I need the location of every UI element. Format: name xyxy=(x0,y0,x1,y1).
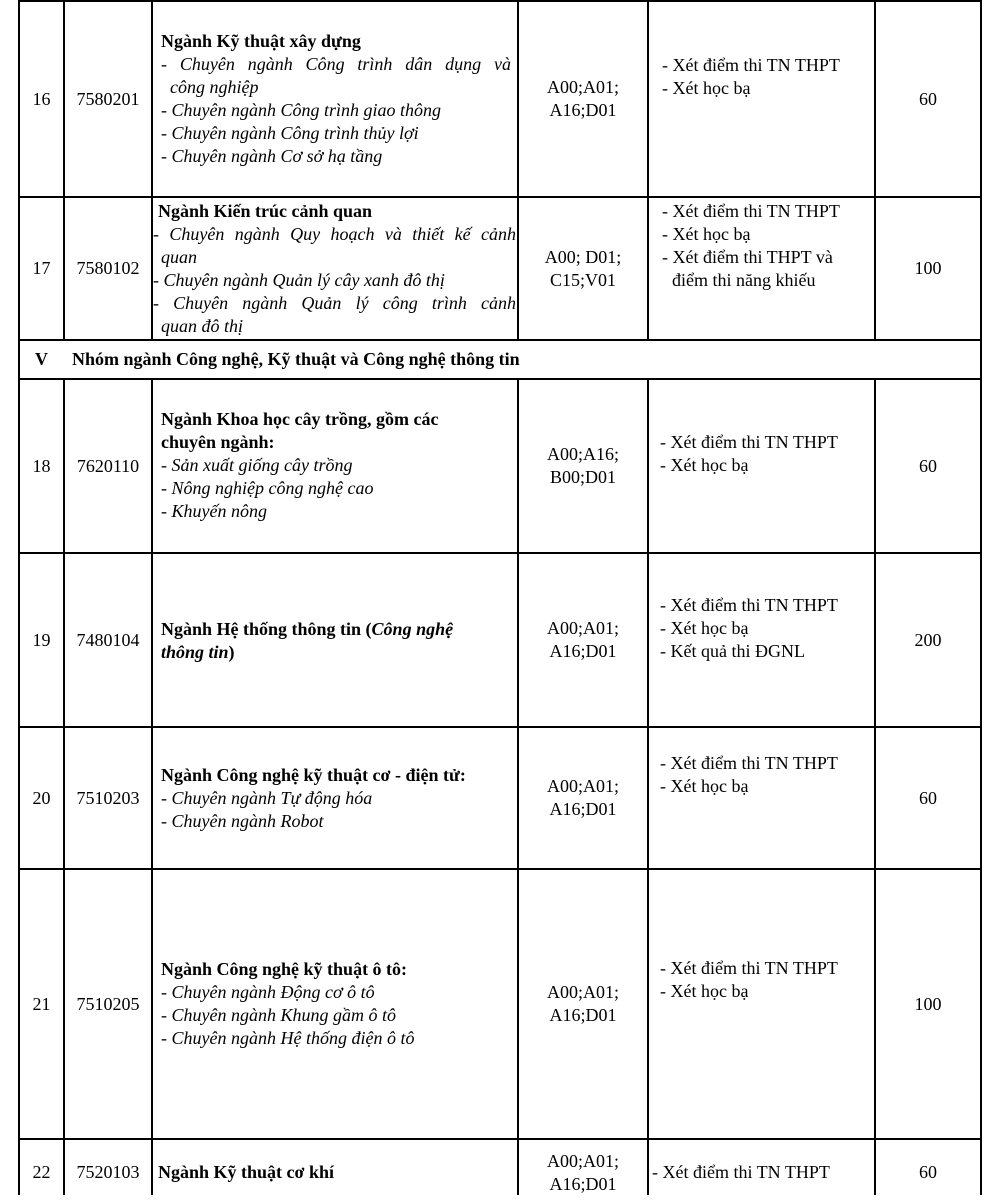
method-item: - Xét điểm thi TN THPT xyxy=(660,958,838,978)
specialization-item: - Chuyên ngành Cơ sở hạ tầng xyxy=(161,146,383,166)
major-title: thông tin) xyxy=(161,642,235,662)
method-item: - Xét điểm thi TN THPT xyxy=(660,595,838,615)
specialization-item: - Chuyên ngành Công trình giao thông xyxy=(161,100,441,120)
combo-line: A00;A01; xyxy=(547,1151,619,1171)
group-title: Nhóm ngành Công nghệ, Kỹ thuật và Công nghệ thông tin xyxy=(72,349,520,369)
subject-combination xyxy=(519,554,647,726)
row-number: 20 xyxy=(32,787,51,808)
major-title: Ngành Kỹ thuật xây dựng xyxy=(161,31,361,51)
subject-combination xyxy=(519,728,647,868)
combo-line: A16;D01 xyxy=(549,100,617,120)
method-item: - Xét điểm thi THPT và xyxy=(662,247,833,267)
specialization-item: quan xyxy=(161,247,197,267)
combo-line: B00;D01 xyxy=(549,467,616,487)
quota-cell xyxy=(876,1140,980,1204)
table-border xyxy=(18,552,982,554)
table-row xyxy=(20,728,63,868)
major-description xyxy=(161,764,511,833)
specialization-item: - Khuyến nông xyxy=(161,501,267,521)
quota-value: 100 xyxy=(914,258,942,278)
method-item: - Xét điểm thi TN THPT xyxy=(652,1161,830,1182)
method-item: - Xét học bạ xyxy=(662,78,751,98)
method-item: - Xét học bạ xyxy=(660,455,749,475)
method-item: - Xét học bạ xyxy=(660,618,749,638)
specialization-item: quan đô thị xyxy=(161,316,244,336)
quota-cell xyxy=(876,728,980,868)
table-row xyxy=(20,1140,63,1204)
method-item: điểm thi năng khiếu xyxy=(672,270,816,290)
major-description xyxy=(161,618,511,664)
major-description xyxy=(161,30,511,168)
table-border xyxy=(647,0,649,341)
table-border xyxy=(18,196,982,198)
row-code-cell xyxy=(65,380,151,552)
specialization-item: - Chuyên ngành Quy hoạch và thiết kế cảnh xyxy=(153,224,516,244)
table-border xyxy=(18,378,982,380)
quota-value: 60 xyxy=(919,1161,937,1182)
combo-line: A00;A01; xyxy=(547,776,619,796)
major-title: chuyên ngành: xyxy=(161,432,275,452)
specialization-item: - Chuyên ngành Quản lý cây xanh đô thị xyxy=(153,270,445,290)
table-border xyxy=(18,726,982,728)
row-code-cell xyxy=(65,2,151,196)
admission-methods xyxy=(660,594,870,663)
method-item: - Xét học bạ xyxy=(660,776,749,796)
table-border xyxy=(18,868,982,870)
combo-line: A16;D01 xyxy=(549,1005,617,1025)
major-title: Ngành Hệ thống thông tin (Công nghệ xyxy=(161,619,454,639)
quota-value: 60 xyxy=(919,787,937,808)
row-code-cell xyxy=(65,198,151,339)
quota-cell xyxy=(876,380,980,552)
combo-line: A00; D01; xyxy=(544,246,622,267)
quota-cell xyxy=(876,198,980,339)
row-code-cell xyxy=(65,728,151,868)
major-title: Ngành Công nghệ kỹ thuật ô tô: xyxy=(161,959,408,979)
combo-line: A00;A01; xyxy=(547,982,619,1002)
row-number: 17 xyxy=(32,258,51,278)
row-code-cell xyxy=(65,554,151,726)
major-code: 7510203 xyxy=(76,787,140,808)
method-item: - Kết quả thi ĐGNL xyxy=(660,641,805,661)
specialization-item: - Sản xuất giống cây trồng xyxy=(161,455,353,475)
quota-value: 60 xyxy=(919,88,937,109)
row-code-cell xyxy=(65,1140,151,1204)
admission-methods xyxy=(662,54,872,100)
quota-value: 60 xyxy=(919,455,937,476)
specialization-item: - Chuyên ngành Công trình thủy lợi xyxy=(161,123,419,143)
quota-cell xyxy=(876,554,980,726)
subject-combination xyxy=(519,380,647,552)
specialization-item: - Chuyên ngành Tự động hóa xyxy=(161,788,373,808)
table-row xyxy=(20,554,63,726)
specialization-item: - Chuyên ngành Động cơ ô tô xyxy=(161,982,375,1002)
major-description xyxy=(158,1140,513,1204)
major-description xyxy=(161,408,511,523)
row-code-cell xyxy=(65,870,151,1138)
combo-line: A16;D01 xyxy=(549,641,617,661)
major-code: 7520103 xyxy=(76,1161,140,1182)
method-item: - Xét điểm thi TN THPT xyxy=(660,432,838,452)
table-border xyxy=(151,379,153,1195)
quota-cell xyxy=(876,870,980,1138)
method-item: - Xét điểm thi TN THPT xyxy=(660,753,838,773)
major-description xyxy=(161,958,511,1050)
major-code: 7580201 xyxy=(76,88,140,109)
admission-methods xyxy=(660,431,870,477)
row-number: 18 xyxy=(32,455,51,476)
major-title: Ngành Kiến trúc cảnh quan xyxy=(158,201,373,221)
admission-methods xyxy=(662,200,872,292)
subject-combination xyxy=(519,198,647,339)
table-row xyxy=(20,2,63,196)
method-item: - Xét học bạ xyxy=(660,981,749,1001)
combo-line: A16;D01 xyxy=(549,799,617,819)
method-item: - Xét học bạ xyxy=(662,224,751,244)
major-description xyxy=(153,200,516,338)
admission-methods xyxy=(660,752,870,798)
specialization-item: - Chuyên ngành Công trình dân dụng và xyxy=(161,54,511,74)
subject-combination xyxy=(519,870,647,1138)
admission-methods xyxy=(660,957,870,1003)
row-number: 21 xyxy=(32,993,51,1014)
row-number: 22 xyxy=(32,1161,51,1182)
table-border xyxy=(647,379,649,1195)
major-code: 7480104 xyxy=(76,629,140,650)
quota-value: 200 xyxy=(914,629,942,650)
specialization-item: - Chuyên ngành Hệ thống điện ô tô xyxy=(161,1028,415,1048)
quota-value: 100 xyxy=(914,993,942,1014)
combo-line: C15;V01 xyxy=(549,269,616,290)
combo-line: A00;A16; xyxy=(547,444,619,464)
major-title: Ngành Công nghệ kỹ thuật cơ - điện tử: xyxy=(161,765,466,785)
major-code: 7580102 xyxy=(76,258,140,278)
specialization-item: - Chuyên ngành Robot xyxy=(161,811,324,831)
method-item: - Xét điểm thi TN THPT xyxy=(662,55,840,75)
combo-line: A00;A01; xyxy=(547,77,619,97)
table-border xyxy=(18,0,982,2)
quota-cell xyxy=(876,2,980,196)
combo-line: A16;D01 xyxy=(549,1174,617,1194)
specialization-item: - Chuyên ngành Quản lý công trình cảnh xyxy=(153,293,516,313)
group-roman: V xyxy=(35,349,48,369)
combo-line: A00;A01; xyxy=(547,618,619,638)
table-row xyxy=(20,870,63,1138)
table-row xyxy=(20,380,63,552)
specialization-item: - Chuyên ngành Khung gầm ô tô xyxy=(161,1005,396,1025)
major-code: 7620110 xyxy=(76,455,140,476)
table-row xyxy=(20,198,63,339)
major-title: Ngành Kỹ thuật cơ khí xyxy=(158,1161,335,1182)
row-number: 16 xyxy=(32,88,51,109)
table-border xyxy=(980,0,982,1195)
subject-combination xyxy=(519,2,647,196)
row-number: 19 xyxy=(32,629,51,650)
major-title: Ngành Khoa học cây trồng, gồm các xyxy=(161,409,439,429)
subject-combination xyxy=(519,1150,647,1196)
major-code: 7510205 xyxy=(76,993,140,1014)
specialization-item: - Nông nghiệp công nghệ cao xyxy=(161,478,374,498)
specialization-item: công nghiệp xyxy=(170,77,259,97)
admission-methods xyxy=(652,1140,872,1204)
method-item: - Xét điểm thi TN THPT xyxy=(662,201,840,221)
